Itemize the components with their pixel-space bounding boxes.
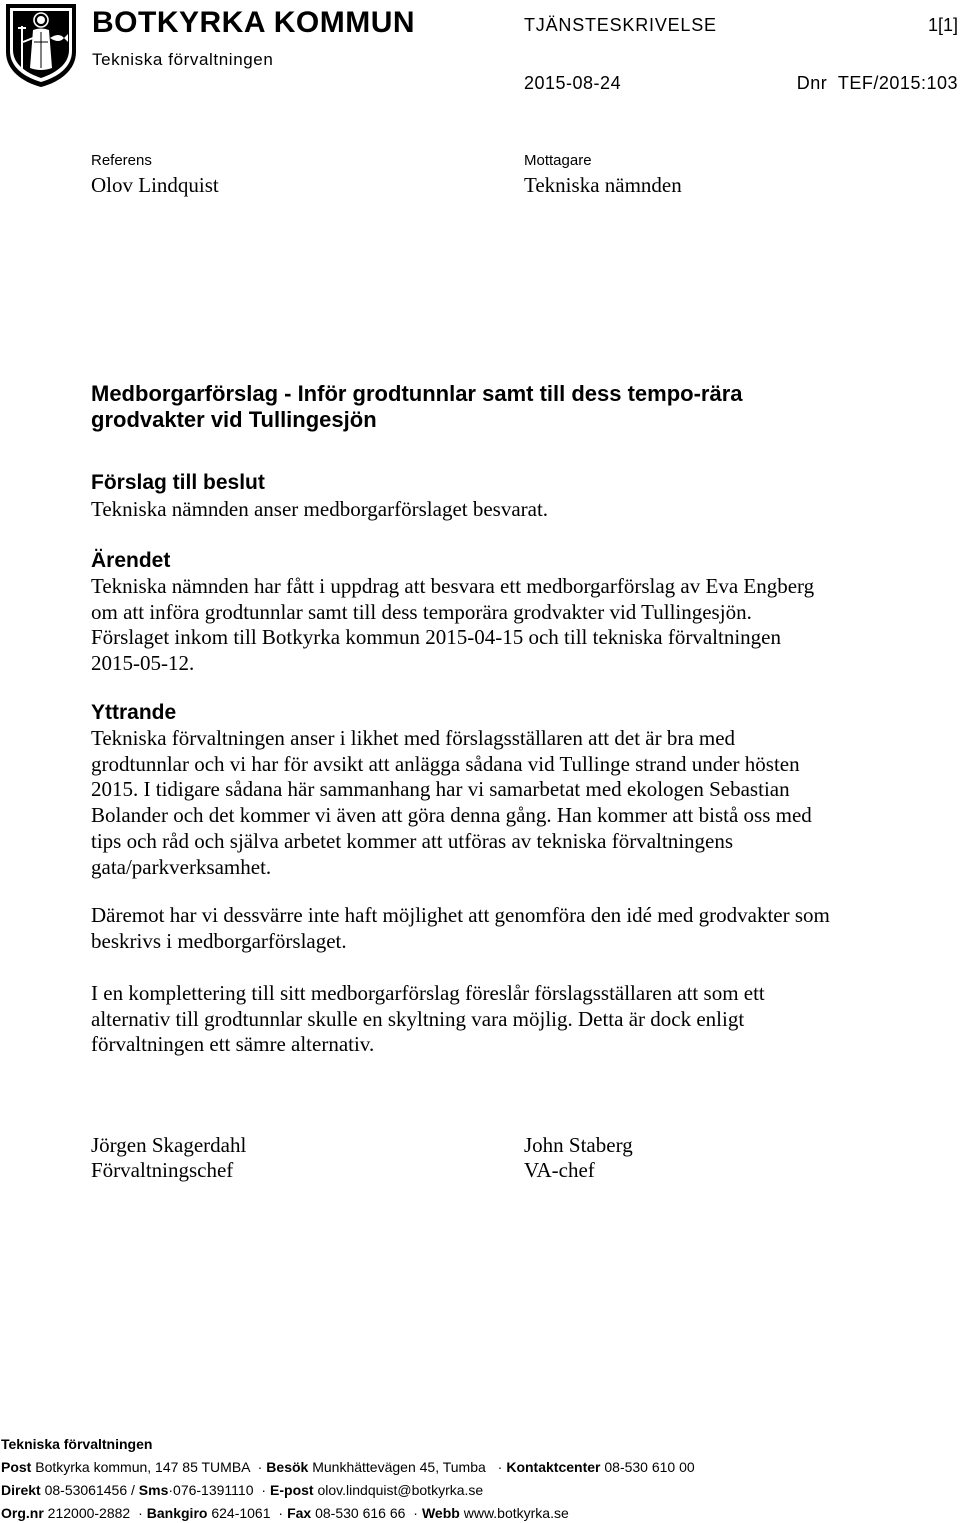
matter-heading: Ärendet [91,549,171,572]
signatory-name: John Staberg [524,1133,633,1157]
footer-post-value: Botkyrka kommun, 147 85 TUMBA [35,1459,250,1475]
document-type: TJÄNSTESKRIVELSE [524,15,717,35]
signatory-name: Jörgen Skagerdahl [91,1133,247,1157]
footer-bankgiro-label: Bankgiro [146,1505,208,1521]
footer-contact-value: 08-530 610 00 [604,1459,695,1475]
footer-direct-value: 08-53061456 / [44,1482,135,1498]
signatory-title: Förvaltningschef [91,1158,234,1182]
proposal-heading: Förslag till beslut [91,471,265,494]
signatory-title: VA-chef [524,1158,595,1182]
footer-web-label: Webb [421,1505,460,1521]
municipality-logo-icon [4,2,78,88]
statement-paragraph: Tekniska förvaltningen anser i likhet med förslagsställaren att det är bra med grodtunnlar och vi har för avsikt att anlägga sådana vid Tullinge strand under hösten 2015. I tidigare sådana här sammanhang har vi samarbetat med ekologen Sebastian Bolander och det kommer vi även att göra denna gång. Han kommer att bistå oss med tips och råd och själva arbetet kommer att utföras av tekniska förvaltningens gata/parkverksamhet. [91,726,812,879]
proposal-text: Tekniska nämnden anser medborgarförslaget besvarat. [91,497,549,521]
recipient-label: Mottagare [524,152,592,169]
recipient-value: Tekniska nämnden [524,173,682,197]
footer-separator: · [261,1482,267,1498]
footer-registration-row [1,1505,569,1522]
footer-sms-value: 076-1391110 [173,1482,254,1498]
footer-orgnr-label: Org.nr [1,1505,44,1521]
footer-orgnr-value: 212000-2882 [47,1505,131,1521]
statement-paragraph: I en komplettering till sitt medborgarförslag föreslår förslagsställaren att som ett alternativ till grodtunnlar skulle en skyltning vara möjlig. Detta är dock enligt förvaltningen ett sämre alternativ. [91,981,765,1057]
organization-name: BOTKYRKA KOMMUN [92,6,416,39]
footer-address-row [1,1459,695,1476]
footer-email-label: E-post [270,1482,314,1498]
footer-visit-label: Besök [266,1459,309,1475]
reference-value: Olov Lindquist [91,173,219,197]
department-name: Tekniska förvaltningen [92,50,274,69]
footer-separator: · [168,1482,174,1498]
footer-fax-label: Fax [287,1505,312,1521]
document-title: Medborgarförslag - Inför grodtunnlar samt till dess tempo-rära grodvakter vid Tullingesjön [91,381,743,432]
footer-web-value: www.botkyrka.se [463,1505,569,1521]
footer-direct-label: Direkt [1,1482,41,1498]
footer-separator: · [257,1459,263,1475]
footer-sms-label: Sms [138,1482,169,1498]
footer-fax-value: 08-530 616 66 [315,1505,406,1521]
footer-separator: · [413,1505,418,1521]
footer-visit-value: Munkhättevägen 45, Tumba [312,1459,486,1475]
footer-separator: · [278,1505,284,1521]
footer-contact-label: Kontaktcenter [506,1459,601,1475]
document-date: 2015-08-24 [524,73,622,93]
footer-separator: · [138,1505,143,1521]
footer-department: Tekniska förvaltningen [1,1436,153,1452]
footer-contact-row [1,1482,483,1499]
statement-paragraph: Däremot har vi dessvärre inte haft möjlighet att genomföra den idé med grodvakter som beskrivs i medborgarförslaget. [91,903,830,953]
footer-bankgiro-value: 624-1061 [211,1505,271,1521]
reference-label: Referens [91,152,152,169]
footer-separator: · [497,1459,503,1475]
footer-email-value: olov.lindquist@botkyrka.se [317,1482,484,1498]
footer-post-label: Post [1,1459,32,1475]
page-number: 1[1] [927,15,958,35]
registration-number: Dnr TEF/2015:103 [796,73,958,93]
statement-heading: Yttrande [91,701,177,724]
matter-text: Tekniska nämnden har fått i uppdrag att besvara ett medborgarförslag av Eva Engberg om att införa grodtunnlar samt till dess temporära grodvakter vid Tullingesjön. Förslaget inkom till Botkyrka kommun 2015-04-15 och till tekniska förvaltningen 2015-05-12. [91,574,815,676]
